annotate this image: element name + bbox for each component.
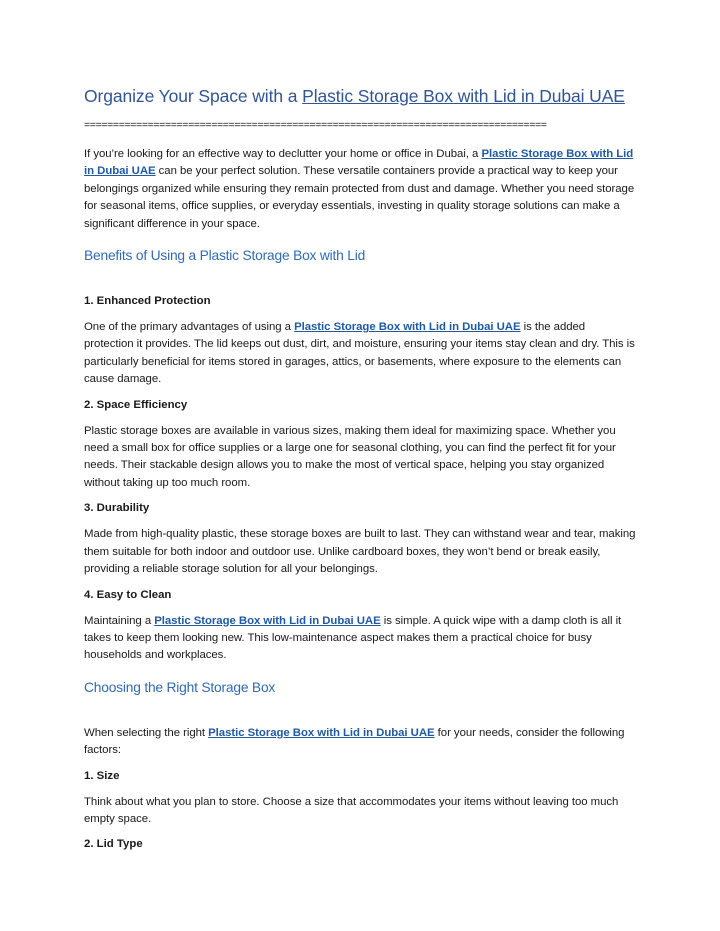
benefit-4-paragraph bbox=[84, 613, 636, 665]
benefit-2-paragraph: Plastic storage boxes are available in various sizes, making them ideal for maximizing space. Whether you need a small box for office supplies or a large one for seasonal clothing, you can find the perfect fit for your needs. Their stackable design allows you to make the most of vertical space, helping you stay organized without taking up too much room. bbox=[84, 424, 616, 489]
factor-1-title: 1. Size bbox=[84, 769, 120, 782]
benefit-1-text-after: is the added protection it provides. The lid keeps out dust, dirt, and moisture, ensuring your items stay clean and dry. This is particularly beneficial for items stored in garages, attics, or basements, where exposure to the elements can cause damage. bbox=[84, 321, 635, 386]
choosing-product-link[interactable]: Plastic Storage Box with Lid in Dubai UAE bbox=[208, 726, 435, 739]
choosing-heading: Choosing the Right Storage Box bbox=[84, 679, 276, 695]
factor-1-paragraph: Think about what you plan to store. Choose a size that accommodates your items without leaving too much empty space. bbox=[84, 795, 619, 825]
title-prefix: Organize Your Space with a bbox=[84, 86, 303, 106]
benefit-3-paragraph: Made from high-quality plastic, these storage boxes are built to last. They can withstand wear and tear, making them suitable for both indoor and outdoor use. Unlike cardboard boxes, they won’t bend or break easily, providing a reliable storage solution for all your belongings. bbox=[84, 528, 636, 576]
benefit-1-title: 1. Enhanced Protection bbox=[84, 295, 211, 308]
choosing-intro-paragraph bbox=[84, 725, 636, 760]
factor-2-title: 2. Lid Type bbox=[84, 838, 143, 851]
benefit-4-product-link[interactable]: Plastic Storage Box with Lid in Dubai UAE bbox=[154, 614, 381, 627]
benefit-2-title: 2. Space Efficiency bbox=[84, 398, 188, 411]
benefit-1-text-before: One of the primary advantages of using a bbox=[84, 321, 295, 334]
intro-paragraph bbox=[84, 146, 636, 233]
choosing-text-after: for your needs, consider the following factors: bbox=[84, 726, 625, 757]
choosing-text-before: When selecting the right bbox=[84, 726, 209, 739]
intro-product-link[interactable]: Plastic Storage Box with Lid in Dubai UAE bbox=[84, 148, 634, 178]
benefit-4-text-after: is simple. A quick wipe with a damp cloth is all it takes to keep them looking new. This low-maintenance aspect makes them a practical choice for busy households and workplaces. bbox=[84, 614, 622, 662]
benefit-4-title: 4. Easy to Clean bbox=[84, 588, 172, 601]
benefits-heading: Benefits of Using a Plastic Storage Box with Lid bbox=[84, 248, 366, 264]
page-title bbox=[84, 84, 636, 108]
intro-text-after: can be your perfect solution. These versatile containers provide a practical way to keep your belongings organized while ensuring they remain protected from dust and damage. Whether you need storage for seasonal items, office supplies, or everyday essentials, investing in quality storage solutions can make a significant difference in your space. bbox=[84, 165, 635, 230]
benefit-1-product-link[interactable]: Plastic Storage Box with Lid in Dubai UAE bbox=[294, 321, 521, 334]
benefit-3-title: 3. Durability bbox=[84, 502, 150, 515]
intro-text-before: If you’re looking for an effective way to declutter your home or office in Dubai, a bbox=[84, 148, 482, 160]
benefit-1-paragraph bbox=[84, 319, 636, 389]
title-link[interactable]: Plastic Storage Box with Lid in Dubai UAE bbox=[302, 86, 625, 106]
separator-rule: ================================================================================ bbox=[84, 119, 547, 131]
benefit-4-text-before: Maintaining a bbox=[84, 614, 155, 627]
